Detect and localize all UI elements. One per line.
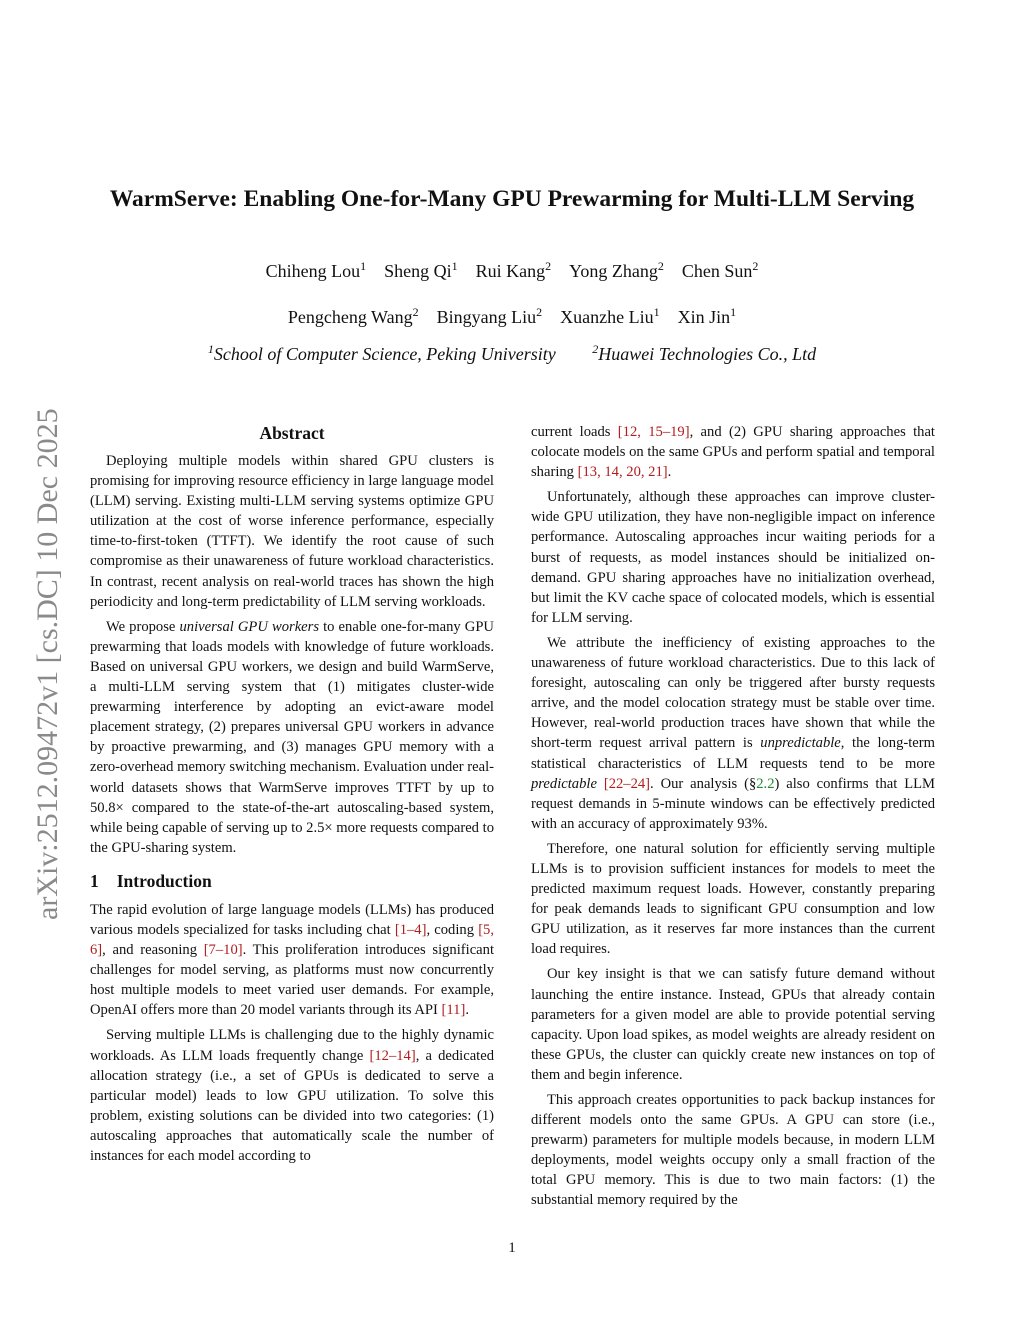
abstract-paragraph-2: We propose universal GPU workers to enable one-for-many GPU prewarming that loads models with knowledge of future workloads. Based on universal GPU workers, we design and build WarmServe, a multi-LLM serving system that (1) mitigates cluster-wide prewarming interference by adopting an evict-aware model placement strategy, (2) prepares universal GPU workers in advance by proactive prewarming, and (3) manages GPU memory with a zero-overhead memory switching mechanism. Evaluation under real-world datasets shows that WarmServe improves TTFT by up to 50.8× compared to the state-of-the-art autoscaling-based system, while being capable of serving up to 2.5× more requests compared to the GPU-sharing system. — [90, 618, 495, 856]
right-paragraph-2: We attribute the inefficiency of existing approaches to the unawareness of future workload characteristics. Due to this lack of foresight, autoscaling can only be triggered after bursty requests arrive, and the model colocation strategy must be stable over time. However, real-world production traces have shown that while the short-term request arrival pattern is unpredictable, the long-term statistical characteristics of LLM requests tend to be more predictable [22–24]. Our analysis (§2.2) also confirms that LLM request demands in 5-minute windows can be effectively predicted with an accuracy of approximately 93%. — [531, 634, 936, 832]
citation-link[interactable]: [13, 14, 20, 21] — [577, 464, 668, 481]
citation-link[interactable]: [1–4] — [394, 921, 427, 938]
citation-link[interactable]: [11] — [441, 1002, 466, 1019]
arxiv-side-stamp: arXiv:2512.09472v1 [cs.DC] 10 Dec 2025 — [31, 408, 64, 920]
right-paragraph-1: Unfortunately, although these approaches can improve cluster-wide GPU utilization, they have non-negligible impact on inference performance. Autoscaling approaches incur waiting periods for a burst of requests, as model instances should be initialized on-demand. GPU sharing approaches have no initialization overhead, but limit the KV cache space of colocated models, which is essential for LLM serving. — [531, 489, 935, 626]
left-column — [90, 422, 494, 1171]
author-name: Sheng Qi$^1$ — [384, 259, 458, 281]
paper-title: WarmServe: Enabling One-for-Many GPU Prewarming for Multi-LLM Serving — [109, 186, 915, 212]
author-name: Yong Zhang$^2$ — [569, 259, 664, 281]
author-name: Xuanzhe Liu$^1$ — [560, 305, 660, 327]
citation-link[interactable]: [12, 15–19] — [617, 424, 690, 440]
section-reference-link[interactable]: 2.2 — [756, 775, 775, 792]
author-name: Chen Sun$^2$ — [681, 259, 759, 281]
author-name: Bingyang Liu$^2$ — [436, 305, 543, 327]
author-line-1 — [0, 259, 1024, 282]
right-paragraph-4: Our key insight is that we can satisfy future demand without launching the entire instance. Instead, GPUs that already contain parameters for a given model are able to provide potential serving capacity. Upon load spikes, as model weights are already resident on these GPUs, the cluster can quickly create new instances on top of them and begin inference. — [531, 966, 935, 1083]
section-heading-introduction: 1 Introduction — [90, 870, 212, 891]
affiliation-1: $^1$School of Computer Science, Peking University — [207, 342, 556, 364]
affiliation-2: $^2$Huawei Technologies Co., Ltd — [592, 342, 817, 364]
right-paragraph-3: Therefore, one natural solution for efficiently serving multiple LLMs is to provision sufficient instances for models to meet the predicted maximum request loads. However, constantly preparing for peak demands leads to significant GPU consumption and low GPU utilization, as it reserves far more instances than the current load requires. — [531, 840, 935, 958]
abstract-heading: Abstract — [259, 423, 325, 443]
citation-link[interactable]: [5, 6] — [90, 921, 494, 959]
citation-link[interactable]: [12–14] — [369, 1047, 416, 1064]
citation-link[interactable]: [22–24] — [603, 775, 651, 792]
abstract-paragraph-1: Deploying multiple models within shared GPU clusters is promising for improving resource efficiency in large language model (LLM) serving. Existing multi-LLM serving systems optimize GPU utilization at the cost of worse inference performance, especially time-to-first-token (TTFT). We identify the root cause of such compromise as their unawareness of future workload characteristics. In contrast, recent analysis on real-world traces has shown the high periodicity and long-term predictability of LLM serving workloads. — [90, 453, 494, 610]
intro-paragraph-2: Serving multiple LLMs is challenging due to the highly dynamic workloads. As LLM loads frequently change [12–14], a dedicated allocation strategy (i.e., a set of GPUs is dedicated to serve a particular model) leads to low GPU utilization. To solve this problem, existing solutions can be divided into two categories: (1) autoscaling approaches that automatically scale the number of instances for each model according to — [90, 1027, 494, 1164]
right-paragraph-5: This approach creates opportunities to pack backup instances for different models onto the same GPUs. A GPU can store (i.e., prewarm) parameters for multiple models because, in modern LLM deployments, model weights occupy only a small fraction of the total GPU memory. This is due to two main factors: (1) the substantial memory required by the — [531, 1092, 935, 1209]
author-name: Pengcheng Wang$^2$ — [287, 305, 419, 327]
intro-paragraph-1: The rapid evolution of large language models (LLMs) has produced various models specialized for tasks including chat [1–4], coding [5, 6], and reasoning [7–10]. This proliferation introduces significant challenges for model serving, as platforms must now concurrently host multiple models to meet varied user demands. For example, OpenAI offers more than 20 model variants through its API [11]. — [90, 901, 495, 1019]
author-name: Rui Kang$^2$ — [475, 259, 552, 281]
author-name: Xin Jin$^1$ — [677, 305, 737, 327]
page-number: 1 — [508, 1240, 516, 1256]
right-column — [531, 422, 935, 1216]
right-paragraph-0: current loads [12, 15–19], and (2) GPU sharing approaches that colocate models on the same GPUs and perform spatial and temporal sharing [13, 14, 20, 21]. — [531, 424, 935, 481]
citation-link[interactable]: [7–10] — [203, 942, 243, 959]
affiliations — [0, 342, 1024, 365]
author-line-2 — [0, 305, 1024, 328]
author-name: Chiheng Lou$^1$ — [265, 259, 367, 281]
